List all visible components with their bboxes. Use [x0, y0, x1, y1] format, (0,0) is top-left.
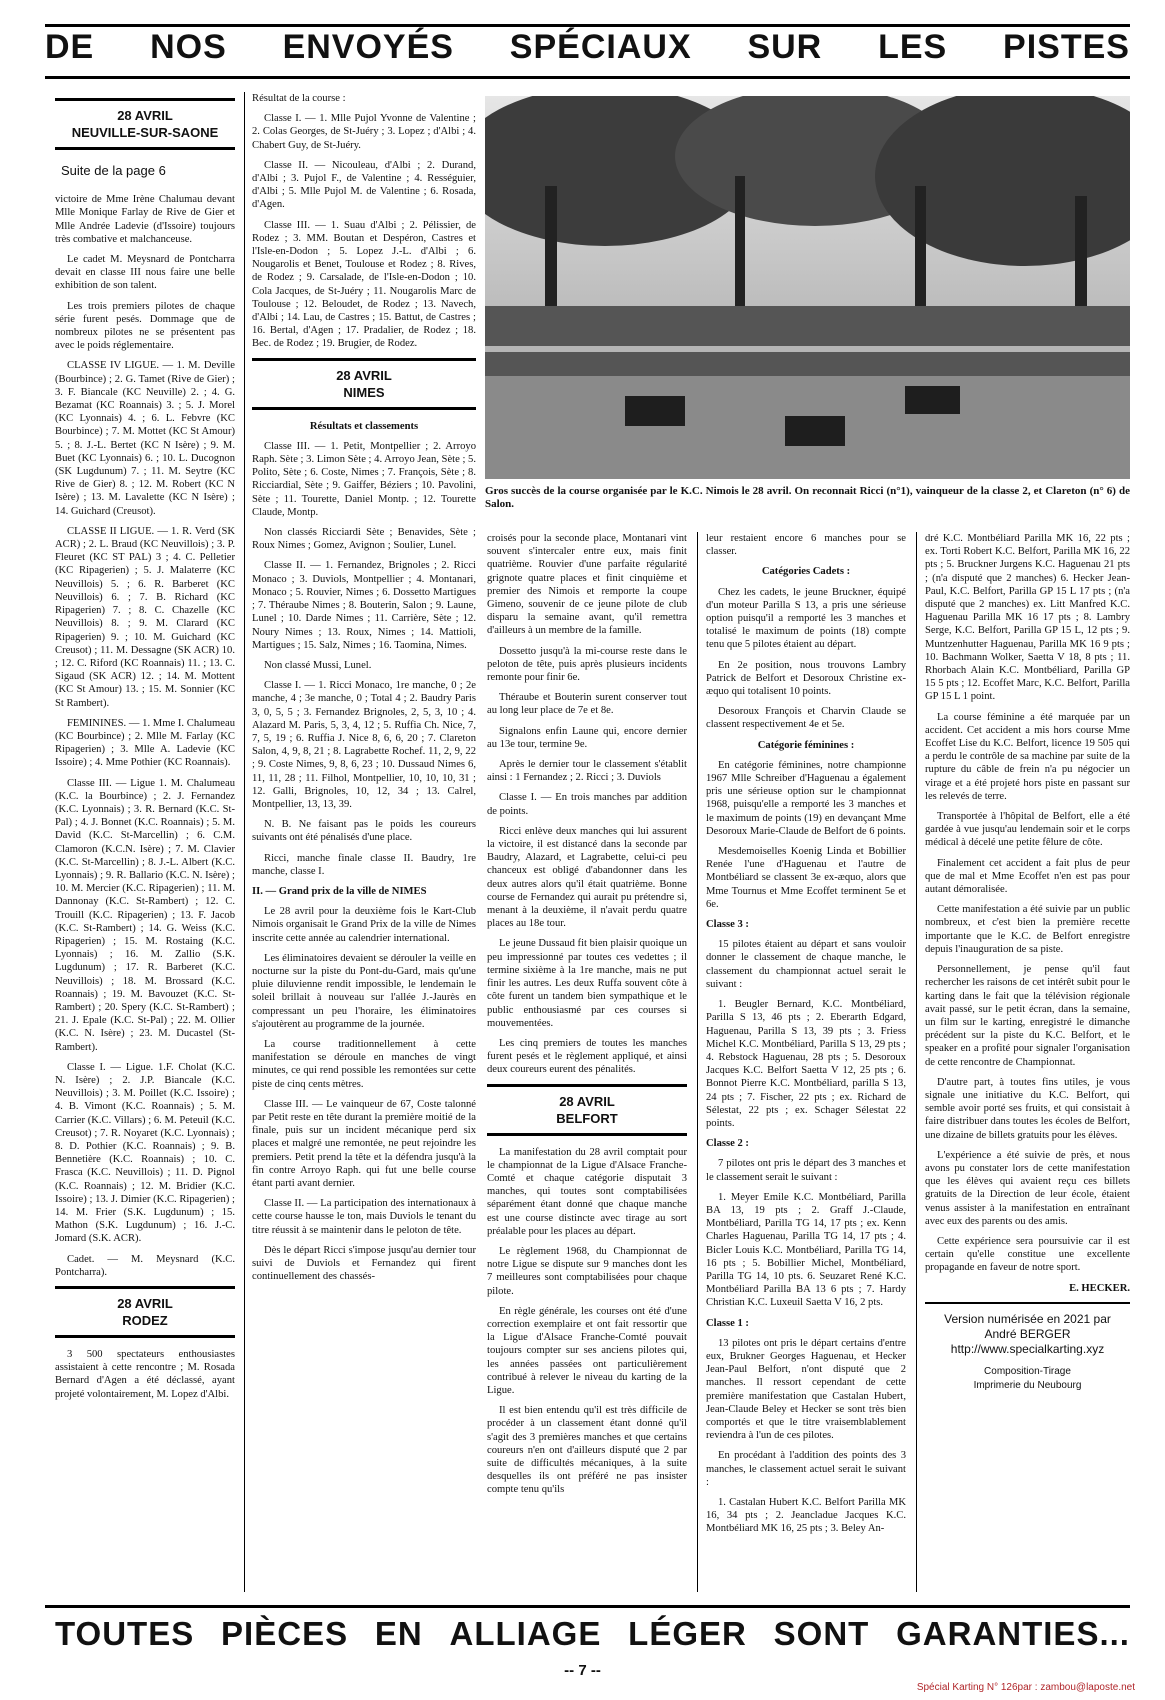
paragraph: CLASSE IV LIGUE. — 1. M. Deville (Bourbince) ; 2. G. Tamet (Rive de Gier) ; 3. F. Biancale (KC Neuville) 2. ; 4. G. Bezamat (KC Roannais) 3. ; 5. J. Morel (KC Lyonnais) 4. ; 6. L. Febvre (KC Bourbince) ; 7. M. Mottet (KC St Amour) 5. ; 8. J.-L. Bertet (KC N Isère) ; 9. M. Buet (KC Lyonnais) 6. ; 10. L. Ducognon (SK Lugdunum) 7. ; 11. M. Seytre (KC Rive de Gier) 8. ; 12. M. Robert (KC N Isère) ; 13. M. Lavalette (KC N Isère) ; 14. Guichard (Creusot).	[55, 360, 235, 517]
bottom-word: ALLIAGE	[449, 1615, 602, 1652]
headline-word: ENVOYÉS	[282, 28, 454, 66]
paragraph: Le cadet M. Meysnard de Pontcharra devait en classe III nous faire une belle exhibition de son talent.	[55, 254, 235, 292]
continued-note: Suite de la page 6	[61, 163, 166, 178]
column-5	[925, 532, 1130, 1393]
section-head-nimes	[252, 358, 476, 410]
section-subtitle: Résultats et classements	[309, 420, 419, 432]
paragraph: Le jeune Dussaud fit bien plaisir quoique un peu impressionné par toutes ces vedettes ; il termine sixième à la 1re manche, mais ne put finir les autres. Les deux Ruffa souvent côte à côte furent un tandem bien sympathique et le public enthousiasmé par ces courses si mouvementées.	[487, 938, 687, 1029]
section-head-rodez	[55, 1286, 235, 1338]
paragraph: 15 pilotes étaient au départ et sans vouloir donner le classement de chaque manche, le classement du championnat actuel serait le suivant :	[706, 939, 906, 990]
paragraph: Desoroux François et Charvin Claude se classent respectivement 4e et 5e.	[706, 706, 906, 731]
paragraph: Non classé Mussi, Lunel.	[264, 659, 372, 671]
paragraph: 13 pilotes ont pris le départ certains d'entre eux, Brukner Georges Haguenau, et Hecker Jean-Paul Belfort, n'ont disputé que 2 manches. Il ressort cependant de cette première manifestation que Castalan Hubert, Jean-Claude Beley et Hecker se sont très bien comportés et que le titre vraisemblablement reviendra à l'un de ces pilotes.	[706, 1337, 906, 1442]
paragraph: Résultat de la course :	[252, 93, 346, 104]
section-place: NEUVILLE-SUR-SAONE	[71, 125, 219, 140]
credit-url: http://www.specialkarting.xyz	[950, 1341, 1105, 1356]
section-date: 28 AVRIL	[336, 367, 392, 383]
paragraph: En procédant à l'addition des points des 3 manches, le classement actuel serait le suivant :	[706, 1450, 906, 1488]
subheading: Classe 2 :	[706, 1138, 749, 1150]
headline-word: SPÉCIAUX	[509, 28, 692, 66]
paragraph: Mesdemoiselles Koenig Linda et Bobillier Renée l'une d'Haguenau et l'autre de Montbéliard se classent 3e ex-æquo, alors que Mme Tournus et Mme Ecoffet terminent 5e et 6e.	[706, 846, 906, 910]
section-date: 28 AVRIL	[559, 1093, 615, 1109]
paragraph: Signalons enfin Laune qui, encore dernier au 13e tour, termine 9e.	[487, 725, 687, 750]
bottom-rule	[45, 1605, 1130, 1608]
paragraph: leur restaient encore 6 manches pour se classer.	[706, 533, 906, 558]
paragraph: Dès le départ Ricci s'impose jusqu'au dernier tour suivi de Duviols et Fernandez qui firent continuellement des chassés-	[252, 1244, 476, 1283]
paragraph: Le 28 avril pour la deuxième fois le Kart-Club Nimois organisait le Grand Prix de la ville de Nimes inscrite cette année au calendrier international.	[252, 906, 476, 944]
column-divider	[916, 532, 917, 1592]
column-1	[55, 92, 235, 1408]
headline-rule	[45, 76, 1130, 79]
paragraph: Classe II. — La participation des internationaux à cette course hausse le ton, mais Duviols le tenant du titre réussit à se maintenir dans le peloton de tête.	[252, 1198, 476, 1236]
paragraph: Cette manifestation a été suivie par un public nombreux, et c'est bien la première recette importante que le K.C. de Belfort enregistre depuis l'inauguration de sa piste.	[925, 904, 1130, 955]
column-2	[252, 92, 476, 1290]
paragraph: Chez les cadets, le jeune Bruckner, équipé d'un moteur Parilla S 13, a pris une sérieuse option puisqu'il a remporté les 3 manches et totalisé le maximum de points (18) compte tenu que 5 pilotes étaient au départ.	[706, 586, 906, 651]
paragraph: En règle générale, les courses ont été d'une correction exemplaire et ont fait ressortir que la Ligue d'Alsace Franche-Comté pouvait toujours compter sur ses anciens pilotes qui, les années passées ont particulièrement contribué à relever le niveau du karting de la Ligue.	[487, 1305, 687, 1396]
paragraph: D'autre part, à toutes fins utiles, je vous signale une initiative du K.C. Belfort, qui semble avoir porté ses fruits, et qui consistait à faire distribuer dans toutes les écoles de Belfort, une dizaine de billets gratuits pour les élèves.	[925, 1076, 1130, 1141]
race-photo	[485, 96, 1130, 479]
headline-word: DE	[45, 28, 95, 66]
paragraph: 1. Beugler Bernard, K.C. Montbéliard, Parilla S 13, 46 pts ; 2. Eberarth Edgard, Haguenau, Parilla S 13, 39 pts ; 3. Friess Michel K.C. Montbéliard, Parilla S 13, 29 pts ; 4. Rebstock Haguenau, 28 pts ; 5. Desoroux Jacques K.C. Belfort Saetta V 12, 25 pts ; 6. Bonnot Pierre K.C. Montbéliard, parilla S 13, 24 pts ; 7. Fischer, 22 pts ; ex. Richard de Sélestat, 22 pts ; ex. Schager Sélestat 22 points.	[706, 999, 906, 1129]
section-head-neuville	[55, 98, 235, 150]
paragraph: Classe III. — 1. Suau d'Albi ; 2. Pélissier, de Rodez ; 3. MM. Boutan et Despéron, Castres et l'Isle-en-Dodon ; 5. Lopez J.-L. d'Albi ; 6. Nougarolis et Benet, Toulouse et Rodez ; 8. Rives, de Rodez ; 9. Carsalade, de l'Isle-en-Dodon ; 10. Cola Jacques, de St-Juéry ; 11. Nougarolis Marc de Toulouse ; 12. Beloudet, de Rodez ; 13. Navech, d'Albi ; 14. Lau, de Castres ; 15. Battut, de Castres ; 16. Bertal, d'Agen ; 17. Pradalier, de Rodez ; 18. Bec. de Rodez ; 19. Brugier, de Rodez.	[252, 219, 476, 350]
subheading: Classe 1 :	[706, 1317, 749, 1329]
paragraph: Finalement cet accident a fait plus de peur que de mal et Mme Ecoffet n'en est pas pour autant démoralisée.	[925, 857, 1130, 896]
paragraph: FEMININES. — 1. Mme I. Chalumeau (KC Bourbince) ; 2. Mlle M. Farlay (KC Ripagerien) ; 3. Mlle A. Ladevie (KC Issoire) ; 4. Mme Pothier (KC Roannais).	[55, 717, 235, 769]
paragraph: Cadet. — M. Meysnard (K.C. Pontcharra).	[55, 1253, 235, 1278]
paragraph: 3 500 spectateurs enthousiastes assistaient à cette rencontre ; M. Rosada Bernard d'Agen a été déclassé, ayant projeté volontairement, M. Lopez d'Albi.	[55, 1349, 235, 1400]
column-divider	[697, 532, 698, 1592]
bottom-word: PIÈCES	[221, 1615, 349, 1652]
section-place: RODEZ	[122, 1313, 168, 1329]
section-date: 28 AVRIL	[117, 108, 173, 123]
section-head-belfort	[487, 1084, 687, 1136]
page-number: -- 7 --	[564, 1662, 601, 1679]
headline-word: PISTES	[1003, 28, 1130, 66]
credit-line: Version numérisée en 2021 par	[944, 1311, 1111, 1326]
paragraph: La manifestation du 28 avril comptait pour le championnat de la Ligue d'Alsace Franche-Comté et chaque catégorie disputait 3 manches, qui toutes sont comptabilisées séparément étant donné que chaque manche est une course distincte avec tirage au sort préalable pour les places au départ.	[487, 1146, 687, 1237]
paragraph: Ricci, manche finale classe II. Baudry, 1re manche, classe I.	[252, 852, 476, 877]
photo-caption: Gros succès de la course organisée par le K.C. Nimois le 28 avril. On reconnait Ricci (n°1), vainqueur de la classe 2, et Clareton (n° 6) de Salon.	[485, 485, 1130, 510]
paragraph: Non classés Ricciardi Sète ; Benavides, Sète ; Roux Nimes ; Gomez, Avignon ; Soulier, Lunel.	[252, 527, 476, 552]
subheading: Catégories Cadets :	[761, 566, 851, 578]
composition-label: Composition-Tirage	[984, 1365, 1071, 1377]
paragraph: Après le dernier tour le classement s'établit ainsi : 1 Fernandez ; 2. Ricci ; 3. Duviols	[487, 759, 687, 784]
paragraph: Les trois premiers pilotes de chaque série furent pesés. Dommage que de nombreux pilotes ne se présentent pas avec le poids réglementaire.	[55, 300, 235, 352]
paragraph: Classe II. — 1. Fernandez, Brignoles ; 2. Ricci Monaco ; 3. Duviols, Montpellier ; 4. Montanari, Monaco ; 5. Rouvier, Nimes ; 6. Dossetto Martigues ; 7. Théraube Nimes ; 8. Bouterin, Salon ; 9. Laune, Lunel ; 10. Darde Nimes ; 11. Carrière, Sète ; 12. Noury Nimes ; 13. Roux, Nimes ; 14. Mattioli, Martigues ; 15. Salz, Nimes ; 16. Taomina, Nimes.	[252, 560, 476, 651]
paragraph: Classe II. — Nicouleau, d'Albi ; 2. Durand, d'Albi ; 3. Pujol F., de Valentine ; 4. Rességuier, d'Albi ; 5. Mlle Pujol M. de Valentine ; 6. Rosada, d'Agen.	[252, 159, 476, 211]
headline-word: SUR	[747, 28, 823, 66]
paragraph: croisés pour la seconde place, Montanari vint souvent s'intercaler entre eux, mais finit quatrième. Rouvier d'une parfaite régularité grignote quatre places et finit cinquième et premier des Nimois et remporte la coupe Gimeno, souvenir de ce jeune pilote de club disparu la semaine avant, qu'il remettra d'ailleurs à un membre de la famille.	[487, 533, 687, 637]
paragraph: 1. Meyer Emile K.C. Montbéliard, Parilla BA 13, 19 pts ; 2. Graff J.-Claude, Montbéliard, Parilla TG 14, 17 pts ; ex. Kenn Charles Haguenau, Parilla TG 14, 17 pts ; 4. Bicler Louis K.C. Montbéliard, Parilla TG 14, 16 pts ; 5. Bobillier Michel, Montbéliard, Parilla TG 14, 10 pts. 6. Seuzaret René K.C. Montbéliard Parilla BA 13 6 pts ; 7. Hardy Christian K.C. Luxeuil Saetta V 16, 2 pts.	[706, 1191, 906, 1309]
paragraph: Les éliminatoires devaient se dérouler la veille en nocturne sur la piste du Pont-du-Gard, mais qu'une pluie diluvienne rendit impossible, le lendemain le soleil brillait à nouveau sur l'allée J.-Jaurès en compressant un peu l'horaire, les éliminatoires s'ajoutèrent au programme de la journée.	[252, 952, 476, 1030]
paragraph: 7 pilotes ont pris le départ des 3 manches et le classement serait le suivant :	[706, 1158, 906, 1183]
bottom-word: GARANTIES...	[896, 1615, 1130, 1652]
bottom-word: SONT	[773, 1615, 870, 1652]
digitization-credit	[925, 1302, 1130, 1357]
top-rule	[45, 24, 1130, 27]
bottom-word: TOUTES	[55, 1615, 195, 1652]
paragraph: Classe I. — 1. Mlle Pujol Yvonne de Valentine ; 2. Colas Georges, de St-Juéry ; 3. Lopez ; d'Albi ; 4. Chabert Guy, de St-Juéry.	[252, 113, 476, 151]
paragraph: L'expérience a été suivie de près, et nous avons pu constater lors de cette manifestation que les élèves qui avaient reçu ces billets gratuits de la Direction de leur école, étaient venus assister à la manifestation en entraînant avec eux des parents ou des amis.	[925, 1149, 1130, 1227]
paragraph: Les cinq premiers de toutes les manches furent pesés et le règlement appliqué, et ainsi deux coureurs eurent des pénalités.	[487, 1037, 687, 1076]
printer-credit	[925, 1365, 1130, 1393]
paragraph: N. B. Ne faisant pas le poids les coureurs suivants ont été pénalisés d'une place.	[252, 819, 476, 844]
footer-credit: Spécial Karting N° 126par : zambou@laposte.net	[916, 1682, 1135, 1693]
bottom-word: LÉGER	[628, 1615, 747, 1652]
section-date: 28 AVRIL	[117, 1296, 173, 1312]
bottom-headline	[55, 1612, 1130, 1656]
paragraph: En 2e position, nous trouvons Lambry Patrick de Belfort et Desoroux Christine ex-æquo qui totalisent 10 points.	[706, 659, 906, 698]
subheading: Classe 3 :	[706, 919, 749, 931]
section-place: NIMES	[343, 384, 385, 400]
paragraph: CLASSE II LIGUE. — 1. R. Verd (SK ACR) ; 2. L. Braud (KC Neuvillois) ; 3. P. Fleuret (KC ST PAL) 3 ; 4. C. Pelletier (KC Ripagerien) ; 5. J. Malaterre (KC Neuvillois) 5. ; 6. R. Barberet (KC Neuvillois) 6. ; 7. B. Richard (KC Ripagerien) 7. ; 8. C. Chazelle (KC Neuvillois) 8. ; 9. M. Clarard (KC Ripagerien) 9. ; 10. M. Guichard (KC Creusot) ; 11. M. Dessagne (SK ACR) 10. ; 12. C. Riford (KC Roannais) 11. ; 13. C. Sigaud (SK ACR) 12. ; 14. M. Mottent (KC St Amour) 13. ; 15. M. Sonnier (KC St Rambert).	[55, 525, 235, 709]
paragraph: victoire de Mme Irène Chalumau devant Mlle Monique Farlay de Rive de Gier et Mlle Andrée Ladevie (d'Issoire) toujours très combative et malchanceuse.	[55, 194, 235, 245]
column-divider	[244, 92, 245, 1592]
page-headline	[45, 28, 1130, 68]
paragraph: Classe III. — 1. Petit, Montpellier ; 2. Arroyo Raph. Sète ; 3. Limon Sète ; 4. Arroyo Jean, Sète ; 5. Polito, Sète ; 6. Coste, Nimes ; 7. François, Sète ; 8. Ricciardial, Sète ; 9. Gaiffer, Béziers ; 10. Pavolini, Sète ; 11. Tourette, Daniel Montp. ; 12. Tourette Claude, Montp.	[252, 440, 476, 518]
section-place: BELFORT	[556, 1110, 618, 1126]
subheading: II. — Grand prix de la ville de NIMES	[252, 885, 427, 897]
headline-word: LES	[878, 28, 948, 66]
credit-author: André BERGER	[984, 1326, 1071, 1341]
paragraph: Ricci enlève deux manches qui lui assurent la victoire, il est distancé dans la seconde par Baudry, Alazard, et Lagrabette, celui-ci peu chanceux est obligé d'abandonner dans les deux autres alors qu'il était quatrième. Bonne course de Fernandez qui aurait pu prétendre si, menant à la deuxième, il n'avait perdu quatre places au 18e tour.	[487, 825, 687, 930]
paragraph: Classe I. — 1. Ricci Monaco, 1re manche, 0 ; 2e manche, 4 ; 3e manche, 0 ; Total 4 ; 2. Baudry Paris 3, 0, 5, 5 ; 3. Fernandez Brignoles, 2, 5, 3, 10 ; 4. Alazard M. Paris, 5, 3, 4, 12 ; 5. Ruffia Ch. Nice, 7, 7, 5, 19 ; 6. Ruffia J. Nice 8, 6, 6, 20 ; 7. Clareton Salon, 4, 9, 8, 21 ; 8. Lagrabette Rochef. 11, 2, 9, 22 ; 9. Coste Nimes, 9, 8, 6, 23 ; 10. Dussaud Nimes 6, 11, 11, 28 ; 11. Filhol, Montpellier, 10, 10, 10, 31 ; 12. Galli, Brignoles, 10, 12, 34 ; 13. Calrel, Montpellier, 13, 13, 39.	[252, 680, 476, 810]
paragraph: 1. Castalan Hubert K.C. Belfort Parilla MK 16, 34 pts ; 2. Jeancladue Jacques K.C. Montbéliard MK 16, 25 pts ; 3. Beley An-	[706, 1497, 906, 1535]
paragraph: La course féminine a été marquée par un accident. Cet accident a mis hors course Mme Ecoffet Lise du K.C. Belfort, licence 19 505 qui a perdu le contrôle de sa machine par suite de la rupture du câble de frein n'a pu négocier un virage et a été projeté hors piste en passant sur les relevés de terre.	[925, 711, 1130, 802]
paragraph: Théraube et Bouterin surent conserver tout au long leur place de 7e et 8e.	[487, 692, 687, 717]
paragraph: Classe III. — Le vainqueur de 67, Coste talonné par Petit reste en tête durant la première moitié de la finale, puis sur un incident mécanique perd six places et malgré une remontée, ne peut rejoindre les premiers. Petit prend la tête et la défendra jusqu'à la fin contre Arroyo Raph. qui fut une belle course étant parti avant dernier.	[252, 1098, 476, 1190]
printer-label: Imprimerie du Neubourg	[973, 1379, 1082, 1391]
paragraph: Classe III. — Ligue 1. M. Chalumeau (K.C. la Bourbince) ; 2. J. Fernandez (K.C. Lyonnais) ; 3. R. Bernard (K.C. St-Pal) ; 4. J. Bonnet (K.C. Roannais) ; 5. M. David (K.C. St-Marcellin) ; 6. C.M. Clamoron (K.C.N. Isère) ; 7. M. Clavier (K.C. St-Marcellin) ; 8. J.-L. Albert (K.C. Lyonnais) ; 9. R. Ballario (K.C. N. Isère) ; 10. M. Mercier (K.C. Ripagerien) ; 11. M. Dannonay (K.C. St-Rambert) ; 12. C. Trouill (K.C. Ripagerien) ; 13. F. Jacob (K.C. St-Rambert) ; 14. G. Weiss (K.C. Ripagerien) ; 15. M. Rostaing (K.C. Lyonnais) ; 16. M. Zallio (S.K. Lugdunum) ; 17. R. Barberet (K.C. Neuvillois) ; 18. M. Brossard (K.C. Roannais) ; 19. M. Bavouzet (K.C. St-Rambert) ; 20. Spery (K.C. St-Rambert) ; 21. J. Epale (K.C. St-Pal) ; 22. M. Ollier (K.C. N. Isère) ; 23. M. Ducastel (St-Rambert).	[55, 777, 235, 1053]
paragraph: En catégorie féminines, notre championne 1967 Mlle Schreiber d'Haguenau a également pris une sérieuse option sur le championnat 1968, puisqu'elle a remporté les 3 manches et le maximum de points (19) en devançant Mme Desoroux Marie-Claude de Belfort de 6 points.	[706, 759, 906, 837]
author-signature: E. HECKER.	[1069, 1282, 1130, 1294]
paragraph: Classe I. — En trois manches par addition de points.	[487, 792, 687, 817]
paragraph: Personnellement, je pense qu'il faut rechercher les raisons de cet intérêt subit pour le karting dans le fait que la télévision régionale avait passé, sur le petit écran, dans la semaine, un film sur le karting, enregistré le dimanche précédent sur la piste du K.C. Belfort, et le speaker en a profité pour signaler l'organisation de cette rencontre de Championnat.	[925, 964, 1130, 1068]
subheading: Catégorie féminines :	[757, 739, 855, 751]
paragraph: Le règlement 1968, du Championnat de notre Ligue se dispute sur 9 manches dont les 7 meilleures sont comptabilisées pour chaque pilote.	[487, 1245, 687, 1297]
column-4	[706, 532, 906, 1543]
paragraph: Il est bien entendu qu'il est très difficile de procéder à un classement étant donné qu'il s'agit des 3 premières manches et que certains coureurs n'en ont d'ailleurs disputé que 2 par suite de difficultés mécaniques, à la suite desquelles ils ont préféré ne pas insister compte tenu qu'ils	[487, 1405, 687, 1496]
paragraph: Transportée à l'hôpital de Belfort, elle a été gardée à vue jusqu'au lendemain soir et le corps médical à décelé une petite fêlure de côte.	[925, 811, 1130, 849]
paragraph: dré K.C. Montbéliard Parilla MK 16, 22 pts ; ex. Torti Robert K.C. Belfort, Parilla MK 16, 22 pts ; 5. Bruckner Jurgens K.C. Haguenau 21 pts ; (n'a disputé que 2 manches) 6. Hecker Jean-Paul, K.C. Belfort, Parilla GP 15 L 17 pts ; (n'a disputé que 2 manches) ex. Litt Manfred K.C. Haguenau Parilla MK 16 17 pts ; 8. Lambry Serge, K.C. Belfort, Parilla GP 15 L, 12 pts ; 9. Muntzenhutter Haguenau, Parilla MK 16 9 pts ; 10. Bachmann Wolker, Saetta V 18, 8 pts ; 11. Rhorbach Alain K.C. Montbéliard, Parilla GP 15 5 pts ; 12. Ecoffet Marc, K.C. Belfort, Parilla GP 15 L 1 point.	[925, 533, 1130, 703]
paragraph: La course traditionnellement à cette manifestation se déroule en manches de vingt minutes, ce qui rend possible les remontées sur cette piste de cinq cents mètres.	[252, 1038, 476, 1090]
paragraph: Cette expérience sera poursuivie car il est certain qu'elle constitue une excellente propagande en faveur de notre sport.	[925, 1235, 1130, 1274]
bottom-word: EN	[374, 1615, 423, 1652]
paragraph: Dossetto jusqu'à la mi-course reste dans le peloton de tête, puis après plusieurs incidents remonte pour finir 6e.	[487, 645, 687, 684]
headline-word: NOS	[150, 28, 227, 66]
column-3	[487, 532, 687, 1504]
race-photo-illustration	[485, 96, 1130, 479]
paragraph: Classe I. — Ligue. 1.F. Cholat (K.C. N. Isère) ; 2. J.P. Biancale (K.C. Neuvillois) ; 3. M. Poillet (K.C. Issoire) ; 4. B. Vimont (K.C. Roannais) ; 5. M. Carrier (K.C. Villars) ; 6. M. Peteuil (K.C. Creusot) ; 7. R. Noyaret (K.C. Lyonnais) ; 8. D. Pothier (K.C. Roannais) ; 9. B. Bennetière (K.C. Roannais) ; 10. C. Frasca (K.C. Neuvillois) ; 11. D. Pignol (K.C. Roannais) ; 12. M. Bridier (K.C. Issoire) ; 13. J. Dimier (K.C. Ripagerien) ; 14. M. Frier (S.K. Lugdunum) ; 15. Mathon (S.K. Lugdunum) ; 16. J.-C. Jomard (S.K. ACR).	[55, 1061, 235, 1245]
